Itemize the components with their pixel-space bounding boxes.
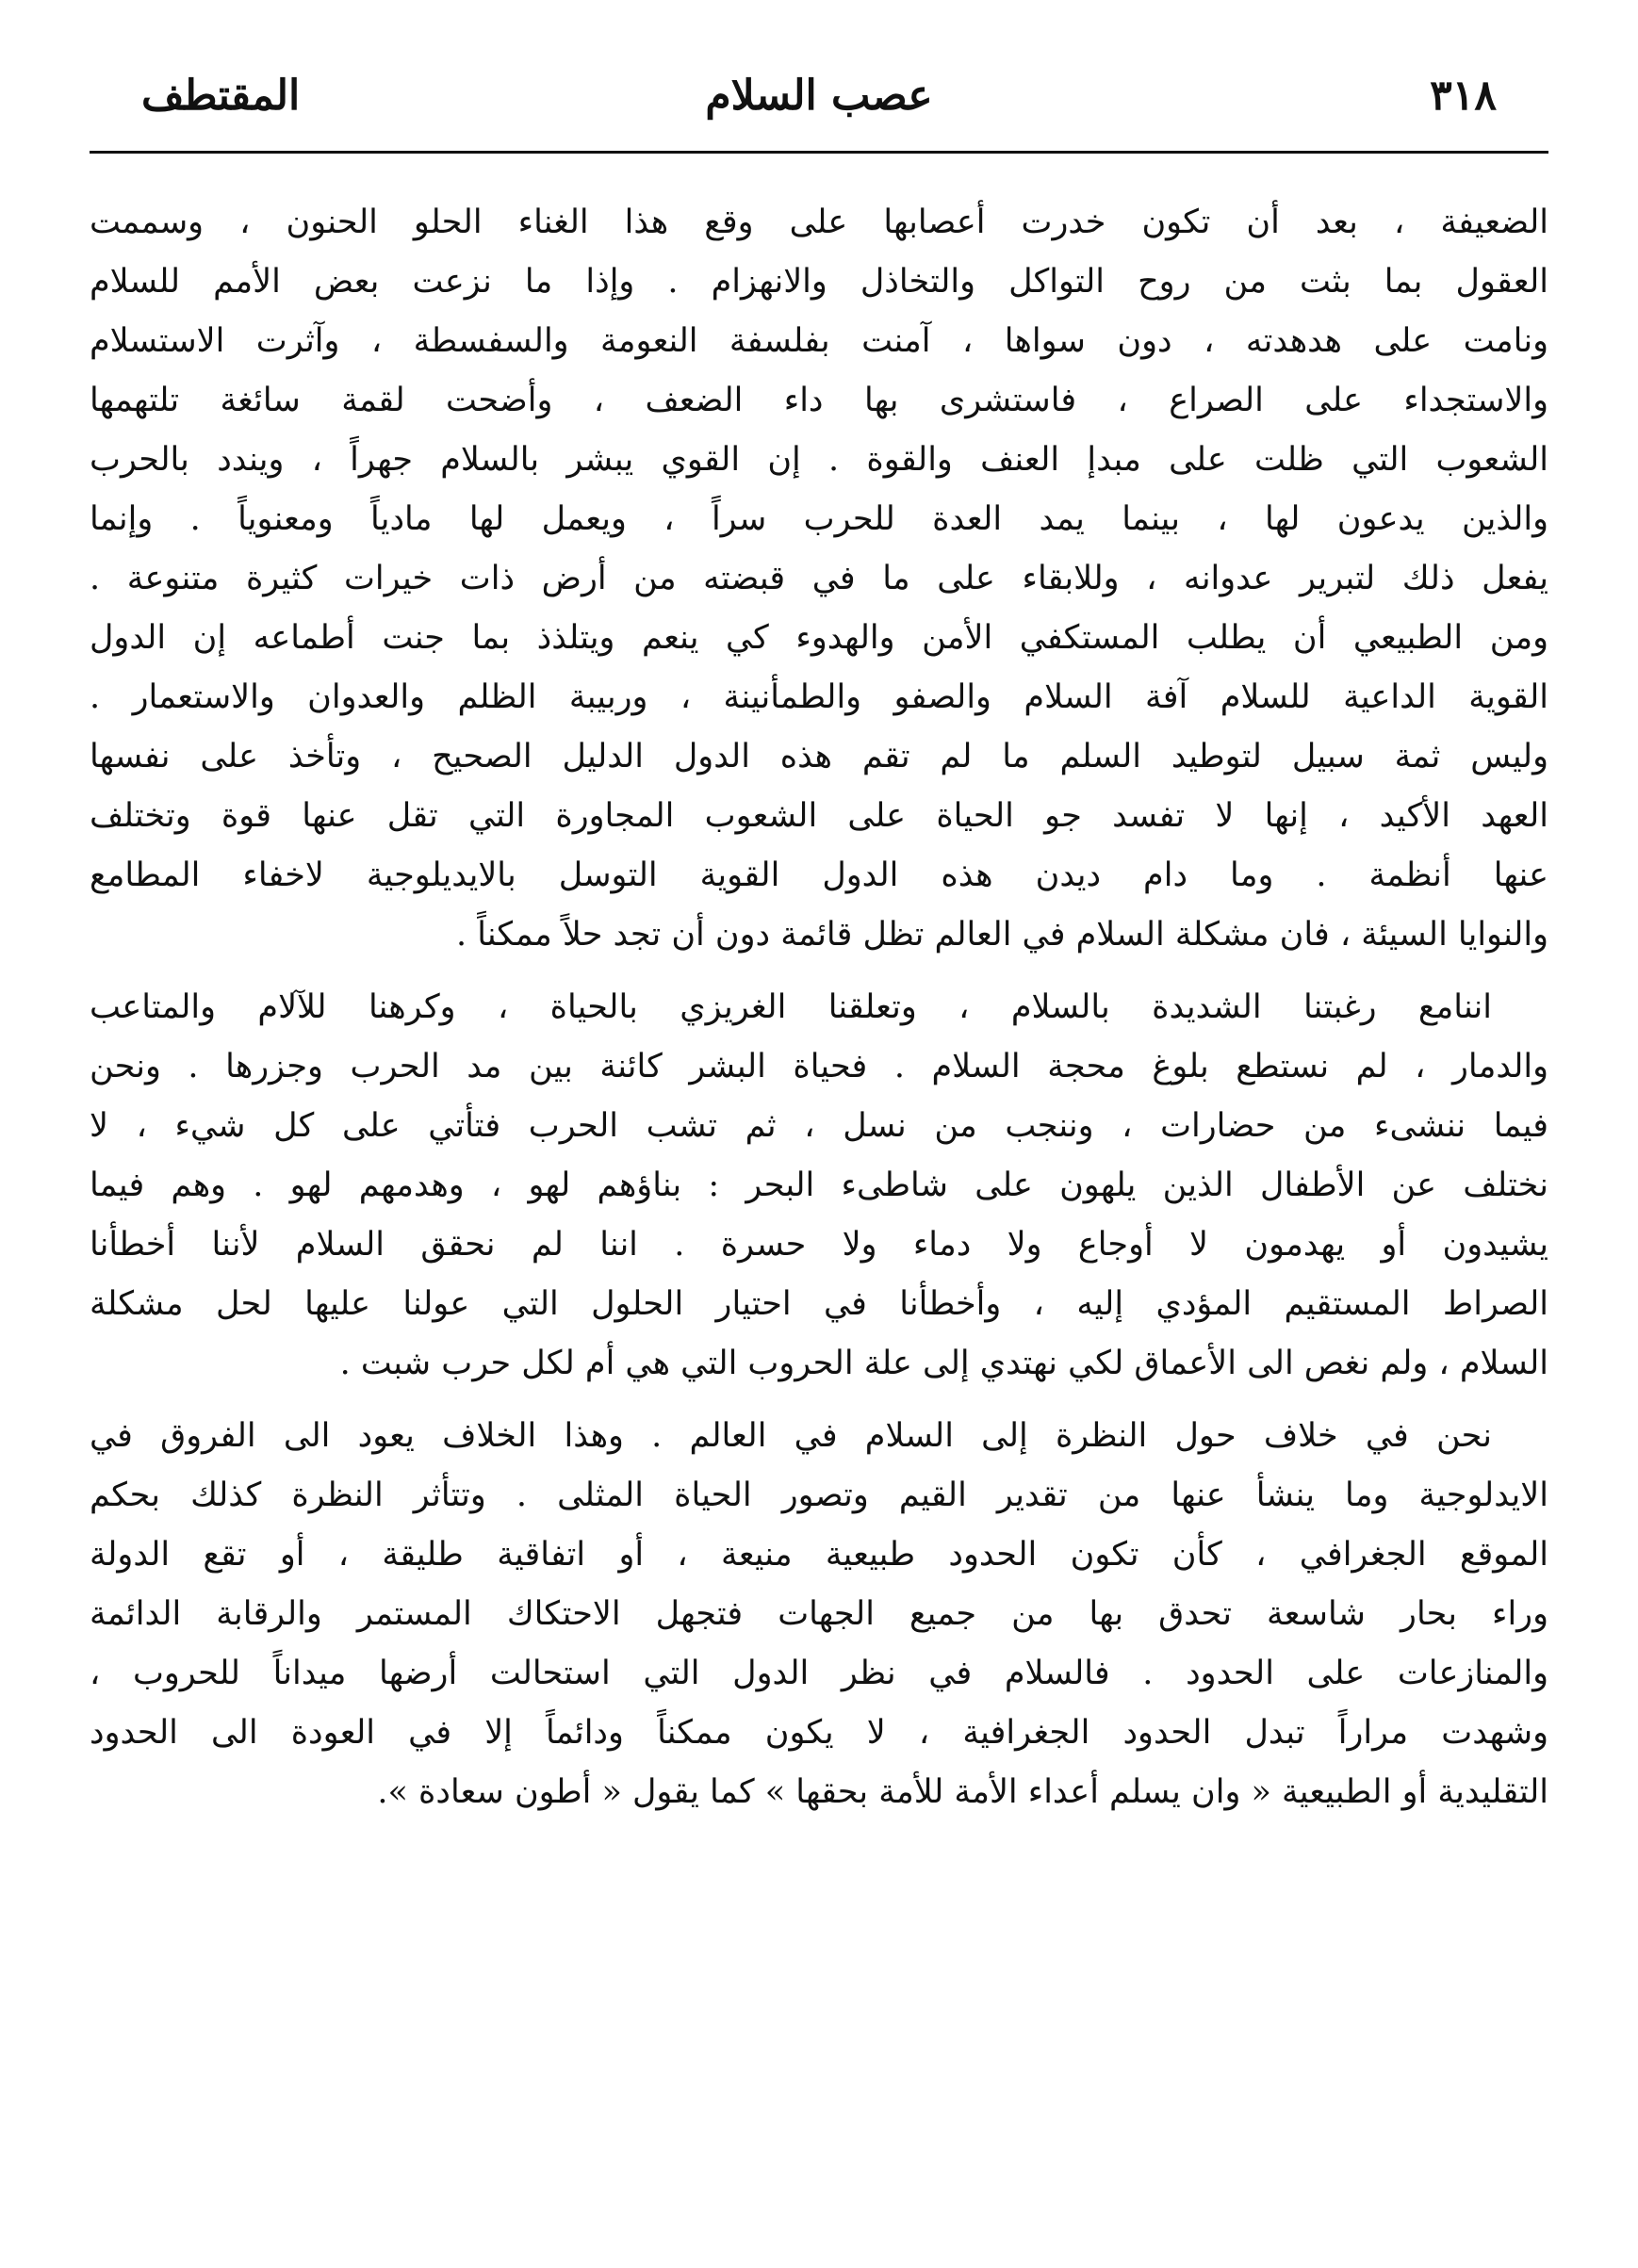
text-line: الموقع الجغرافي ، كأن تكون الحدود طبيعية منيعة ، أو اتفاقية طليقة ، أو تقع الدولة (90, 1536, 1548, 1574)
text-line: وليس ثمة سبيل لتوطيد السلم ما لم تقم هذه الدول الدليل الصحيح ، وتأخذ على نفسها (90, 738, 1548, 775)
article-body (90, 193, 1548, 2230)
paragraph-gap (90, 965, 1548, 978)
paragraph (90, 1407, 1548, 1822)
text-line: الصراط المستقيم المؤدي إليه ، وأخطأنا في احتيار الحلول التي عولنا عليها لحل مشكلة (90, 1285, 1548, 1323)
text-line: السلام ، ولم نغص الى الأعماق لكي نهتدي إلى علة الحروب التي هي أم لكل حرب شبت . (339, 1345, 1548, 1382)
text-line: التقليدية أو الطبيعية « وان يسلم أعداء الأمة للأمة بحقها » كما يقول « أطون سعادة ». (377, 1773, 1548, 1811)
text-line: الشعوب التي ظلت على مبدإ العنف والقوة . إن القوي يبشر بالسلام جهراً ، ويندد بالحرب (90, 441, 1548, 479)
text-line: الايدلوجية وما ينشأ عنها من تقدير القيم وتصور الحياة المثلى . وتتأثر النظرة كذلك بحكم (90, 1477, 1548, 1514)
text-line: نحن في خلاف حول النظرة إلى السلام في العالم . وهذا الخلاف يعود الى الفروق في (90, 1417, 1492, 1455)
text-line: وراء بحار شاسعة تحدق بها من جميع الجهات فتجهل الاحتكاك المستمر والرقابة الدائمة (90, 1595, 1548, 1633)
text-line: القوية الداعية للسلام آفة السلام والصفو والطمأنينة ، وربيبة الظلم والعدوان والاستعمار . (90, 678, 1548, 716)
text-line: والنوايا السيئة ، فان مشكلة السلام في العالم تظل قائمة دون أن تجد حلاً ممكناً . (455, 916, 1548, 954)
paragraph-gap (90, 1394, 1548, 1407)
journal-name: المقتطف (141, 72, 301, 120)
text-line: يشيدون أو يهدمون لا أوجاع ولا دماء ولا حسرة . اننا لم نحقق السلام لأننا أخطأنا (90, 1226, 1548, 1264)
text-line: والمنازعات على الحدود . فالسلام في نظر الدول التي استحالت أرضها ميداناً للحروب ، (90, 1655, 1548, 1692)
text-line: الضعيفة ، بعد أن تكون خدرت أعصابها على وقع هذا الغناء الحلو الحنون ، وسممت (90, 204, 1548, 241)
paragraph (90, 978, 1548, 1394)
text-line: والاستجداء على الصراع ، فاستشرى بها داء الضعف ، وأضحت لقمة سائغة تلتهمها (90, 382, 1548, 419)
text-line: وشهدت مراراً تبدل الحدود الجغرافية ، لا يكون ممكناً ودائماً إلا في العودة الى الحدود (90, 1714, 1548, 1752)
text-line: نختلف عن الأطفال الذين يلهون على شاطىء البحر : بناؤهم لهو ، وهدمهم لهو . وهم فيما (90, 1167, 1548, 1204)
text-line: ومن الطبيعي أن يطلب المستكفي الأمن والهدوء كي ينعم ويتلذذ بما جنت أطماعه إن الدول (90, 619, 1548, 657)
text-line: فيما ننشىء من حضارات ، وننجب من نسل ، ثم تشب الحرب فتأتي على كل شيء ، لا (90, 1107, 1548, 1145)
page-header (141, 58, 1497, 134)
text-line: اننامع رغبتنا الشديدة بالسلام ، وتعلقنا الغريزي بالحياة ، وكرهنا للآلام والمتاعب (90, 988, 1492, 1026)
running-title: عصب السلام (705, 72, 933, 120)
header-rule (90, 151, 1548, 154)
text-line: يفعل ذلك لتبرير عدوانه ، وللابقاء على ما في قبضته من أرض ذات خيرات كثيرة متنوعة . (90, 560, 1548, 597)
text-line: والدمار ، لم نستطع بلوغ محجة السلام . فحياة البشر كائنة بين مد الحرب وجزرها . ونحن (90, 1048, 1548, 1085)
page-number: ٣١٨ (1430, 72, 1497, 120)
text-line: ونامت على هدهدته ، دون سواها ، آمنت بفلسفة النعومة والسفسطة ، وآثرت الاستسلام (90, 322, 1548, 360)
text-line: العقول بما بثت من روح التواكل والتخاذل والانهزام . وإذا ما نزعت بعض الأمم للسلام (90, 263, 1548, 301)
paragraph (90, 193, 1548, 965)
text-line: العهد الأكيد ، إنها لا تفسد جو الحياة على الشعوب المجاورة التي تقل عنها قوة وتختلف (90, 797, 1548, 835)
text-line: عنها أنظمة . وما دام ديدن هذه الدول القوية التوسل بالايديلوجية لاخفاء المطامع (90, 857, 1548, 894)
text-line: والذين يدعون لها ، بينما يمد العدة للحرب سراً ، ويعمل لها مادياً ومعنوياً . وإنما (90, 500, 1548, 538)
